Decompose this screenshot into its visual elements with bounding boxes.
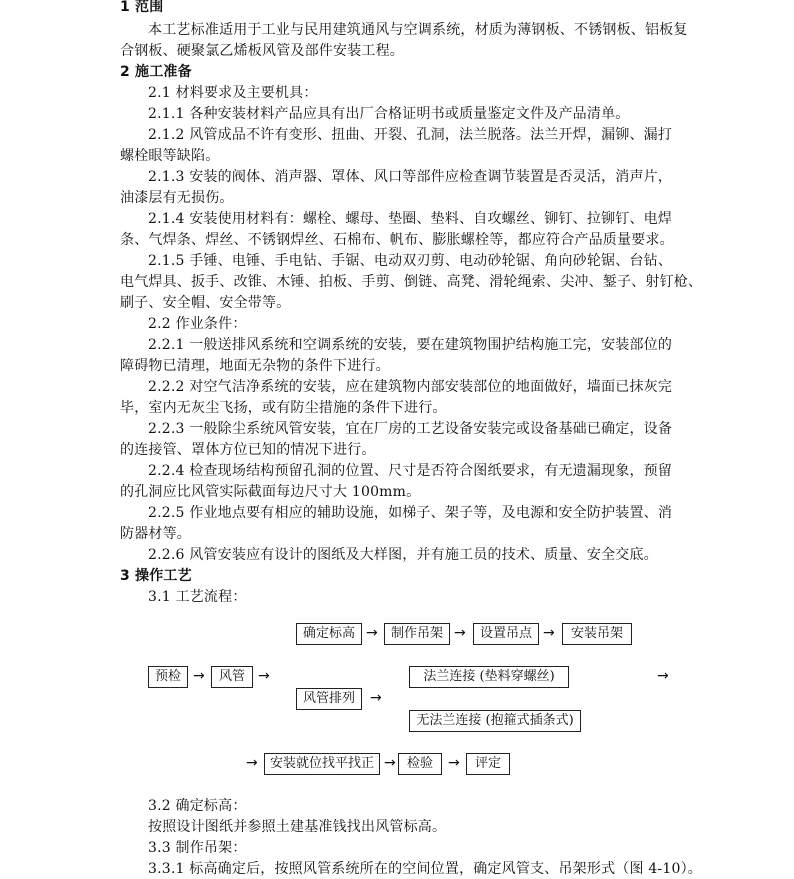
paragraph-line: 2.1.4 安装使用材料有：螺栓、螺母、垫圈、垫料、自攻螺丝、铆钉、拉铆钉、电焊: [148, 211, 673, 227]
paragraph-line: 毕，室内无灰尘飞扬，或有防尘措施的条件下进行。: [120, 400, 447, 416]
section-1-heading: 1 范围: [120, 0, 164, 15]
paragraph-line: 2.2.6 风管安装应有设计的图纸及大样图，并有施工员的技术、质量、安全交底。: [148, 547, 658, 563]
subsection-heading: 3.2 确定标高：: [148, 798, 247, 814]
subsection-heading: 3.1 工艺流程：: [148, 589, 247, 605]
paragraph-line: 电气焊具、扳手、改锥、木锤、拍板、手剪、倒链、高凳、滑轮绳索、尖冲、錾子、射钉枪、: [120, 274, 703, 290]
paragraph-line: 刷子、安全帽、安全带等。: [120, 295, 291, 311]
subsection-heading: 3.3 制作吊架：: [148, 840, 247, 856]
flow-box-install-hanger: 安装吊架: [562, 623, 632, 645]
flow-arrow-icon: →: [246, 755, 258, 771]
paragraph-line: 2.2.3 一般除尘系统风管安装，宜在厂房的工艺设备安装完或设备基础已确定，设备: [148, 421, 673, 437]
flow-arrow-icon: →: [384, 755, 396, 771]
flow-box-duct-arrangement: 风管排列: [296, 688, 362, 710]
section-2-heading: 2 施工准备: [120, 64, 192, 80]
paragraph-line: 油漆层有无损伤。: [120, 190, 234, 206]
paragraph-line: 合钢板、硬聚氯乙烯板风管及部件安装工程。: [120, 43, 404, 59]
flow-arrow-icon: →: [543, 625, 555, 641]
flow-box-determine-elevation: 确定标高: [296, 623, 362, 645]
paragraph-line: 2.2.5 作业地点要有相应的辅助设施，如梯子、架子等，及电源和安全防护装置、消: [148, 505, 673, 521]
paragraph-line: 2.2.1 一般送排风系统和空调系统的安装，要在建筑物围护结构施工完，安装部位的: [148, 337, 673, 353]
subsection-heading: 2.2 作业条件：: [148, 316, 247, 332]
flow-box-install-and-align: 安装就位找平找正: [264, 753, 380, 775]
flow-arrow-icon: →: [370, 690, 382, 706]
flow-arrow-icon: →: [193, 668, 205, 684]
flow-arrow-icon: →: [454, 625, 466, 641]
flow-box-evaluation: 评定: [466, 753, 510, 775]
flow-arrow-icon: →: [258, 668, 270, 684]
flow-box-set-hanging-point: 设置吊点: [473, 623, 539, 645]
section-3-heading: 3 操作工艺: [120, 568, 192, 584]
flow-box-duct: 风管: [211, 666, 253, 688]
paragraph-line: 3.3.1 标高确定后，按照风管系统所在的空间位置，确定风管支、吊架形式（图 4-10）。: [148, 861, 702, 877]
flow-arrow-icon: →: [657, 668, 669, 684]
flow-box-precheck: 预检: [148, 666, 188, 688]
flow-box-flange-connection: 法兰连接 (垫料穿螺丝): [409, 666, 569, 688]
paragraph-line: 2.1.1 各种安装材料产品应具有出厂合格证明书或质量鉴定文件及产品清单。: [148, 106, 630, 122]
flow-box-flangeless-connection: 无法兰连接 (抱箍式插条式): [409, 710, 581, 732]
paragraph-line: 2.1.5 手锤、电锤、手电钻、手锯、电动双刃剪、电动砂轮锯、角向砂轮锯、台钻、: [148, 253, 673, 269]
paragraph-line: 2.1.2 风管成品不许有变形、扭曲、开裂、孔洞，法兰脱落。法兰开焊，漏铆、漏打: [148, 127, 673, 143]
subsection-heading: 2.1 材料要求及主要机具：: [148, 85, 318, 101]
paragraph-line: 的连接管、罩体方位已知的情况下进行。: [120, 442, 376, 458]
paragraph-line: 障碍物已清理，地面无杂物的条件下进行。: [120, 358, 390, 374]
paragraph-line: 条、气焊条、焊丝、不锈钢焊丝、石棉布、帆布、膨胀螺栓等，都应符合产品质量要求。: [120, 232, 674, 248]
paragraph-line: 本工艺标准适用于工业与民用建筑通风与空调系统，材质为薄钢板、不锈钢板、铝板复: [148, 22, 688, 38]
paragraph-line: 防器材等。: [120, 526, 191, 542]
flow-arrow-icon: →: [366, 625, 378, 641]
flow-box-inspection: 检验: [398, 753, 442, 775]
paragraph-line: 2.2.2 对空气洁净系统的安装，应在建筑物内部安装部位的地面做好，墙面已抹灰完: [148, 379, 673, 395]
paragraph-line: 2.2.4 检查现场结构预留孔洞的位置、尺寸是否符合图纸要求，有无遗漏现象，预留: [148, 463, 673, 479]
flow-box-make-hanger: 制作吊架: [384, 623, 450, 645]
flow-arrow-icon: →: [448, 755, 460, 771]
paragraph-line: 的孔洞应比风管实际截面每边尺寸大 100mm。: [120, 484, 421, 500]
paragraph-line: 螺栓眼等缺陷。: [120, 148, 220, 164]
paragraph-line: 按照设计图纸并参照土建基准钱找出风管标高。: [148, 819, 447, 835]
paragraph-line: 2.1.3 安装的阀体、消声器、罩体、风口等部件应检查调节装置是否灵活，消声片，: [148, 169, 673, 185]
